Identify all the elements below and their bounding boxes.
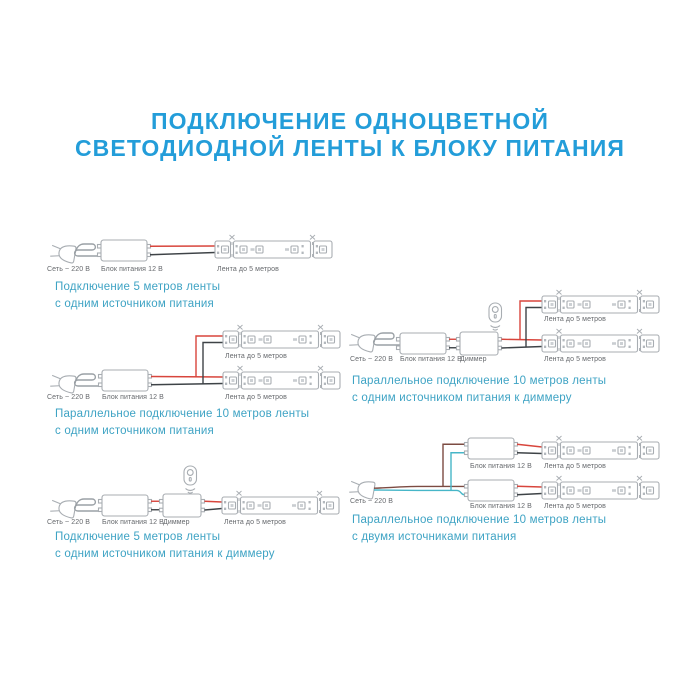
psu-block-icon (99, 370, 152, 391)
caption-line2: с одним источником питания к диммеру (55, 547, 275, 560)
wire-black (151, 384, 223, 385)
page-title-line2: СВЕТОДИОДНОЙ ЛЕНТЫ К БЛОКУ ПИТАНИЯ (74, 135, 626, 161)
diagram-parallel-strips-psu-dimmer (348, 282, 663, 365)
caption-line2: с одним источником питания к диммеру (352, 391, 572, 404)
caption-line2: с двумя источниками питания (352, 530, 517, 543)
psu-block-icon (465, 480, 518, 501)
psu-label: Блок питания 12 В (101, 266, 163, 273)
power-plug-icon (349, 331, 376, 352)
caption-line1: Подключение 5 метров ленты (55, 281, 221, 293)
dimmer-label: Диммер (460, 356, 487, 363)
strip-label: Лента до 5 метров (544, 356, 606, 363)
power-plug-icon (50, 497, 77, 518)
diagram-caption (352, 373, 606, 406)
diagram-caption (55, 406, 309, 439)
remote-control-icon (489, 303, 502, 330)
led-strip-icon (542, 290, 659, 313)
diagram-parallel-strips-one-psu (45, 317, 345, 405)
wire-red (517, 486, 542, 487)
strip-label: Лента до 5 метров (544, 503, 606, 510)
led-strip-icon (542, 436, 659, 459)
wire-black (502, 347, 543, 349)
strip-label: Лента до 5 метров (225, 353, 287, 360)
led-strip-icon (223, 366, 340, 389)
wire-brown-branch (443, 444, 465, 486)
led-strip-icon (215, 235, 332, 258)
led-strip-icon (222, 491, 339, 514)
strip-label: Лента до 5 метров (217, 266, 279, 273)
wire-red-branch (520, 301, 542, 340)
led-strip-icon (542, 329, 659, 352)
caption-line1: Параллельное подключение 10 метров ленты (55, 408, 310, 420)
psu-label: Блок питания 12 В (102, 519, 164, 526)
power-plug-icon (349, 478, 376, 499)
mains-label: Сеть ~ 220 В (350, 356, 394, 363)
strip-label: Лента до 5 метров (224, 519, 286, 526)
psu-label: Блок питания 12 В (102, 394, 164, 401)
strip-label: Лента до 5 метров (225, 394, 287, 401)
wire-red (517, 444, 542, 447)
mains-label: Сеть ~ 220 В (47, 394, 91, 401)
mains-label: Сеть ~ 220 В (47, 266, 91, 273)
diagram-single-strip-one-psu (45, 228, 345, 278)
diagram-single-strip-psu-dimmer (45, 460, 345, 528)
wire-black-branch (203, 343, 223, 385)
caption-line2: с одним источником питания (55, 424, 214, 437)
psu-label: Блок питания 12 В (400, 356, 462, 363)
wire-black (517, 453, 542, 454)
diagram-caption (55, 279, 220, 312)
dimmer-label: Диммер (163, 519, 190, 526)
led-strip-icon (542, 476, 659, 499)
wire-red (502, 339, 543, 340)
wire-red (205, 501, 223, 502)
page-title-line1: ПОДКЛЮЧЕНИЕ ОДНОЦВЕТНОЙ (150, 108, 550, 134)
wire-red (151, 377, 223, 378)
psu-block-icon (98, 240, 151, 261)
caption-line2: с одним источником питания (55, 297, 214, 310)
caption-line1: Параллельное подключение 10 метров ленты (352, 375, 607, 387)
remote-control-icon (184, 466, 197, 493)
power-plug-icon (50, 242, 77, 263)
diagram-caption (352, 512, 606, 545)
wire-cyan (374, 490, 465, 495)
psu-block-icon (99, 495, 152, 516)
mains-label: Сеть ~ 220 В (350, 498, 394, 505)
wire-black (517, 494, 542, 495)
mains-cord (75, 374, 102, 386)
psu-block-icon (397, 333, 450, 354)
dimmer-block-icon (457, 332, 502, 355)
caption-line1: Параллельное подключение 10 метров ленты (352, 514, 607, 526)
wire-black (205, 509, 223, 511)
dimmer-block-icon (160, 494, 205, 517)
page-title (0, 108, 700, 162)
strip-label: Лента до 5 метров (544, 316, 606, 323)
psu-label: Блок питания 12 В (470, 503, 532, 510)
mains-cord (75, 499, 102, 511)
wire-black-branch (526, 308, 542, 348)
psu-label: Блок питания 12 В (470, 463, 532, 470)
mains-label: Сеть ~ 220 В (47, 519, 91, 526)
strip-label: Лента до 5 метров (544, 463, 606, 470)
led-strip-icon (223, 325, 340, 348)
psu-block-icon (465, 438, 518, 459)
diagram-parallel-strips-two-psus (348, 424, 663, 514)
caption-line1: Подключение 5 метров ленты (55, 531, 221, 543)
diagram-caption (55, 529, 275, 562)
wire-black (150, 253, 215, 255)
power-plug-icon (50, 372, 77, 393)
wire-cyan-branch (451, 453, 465, 491)
